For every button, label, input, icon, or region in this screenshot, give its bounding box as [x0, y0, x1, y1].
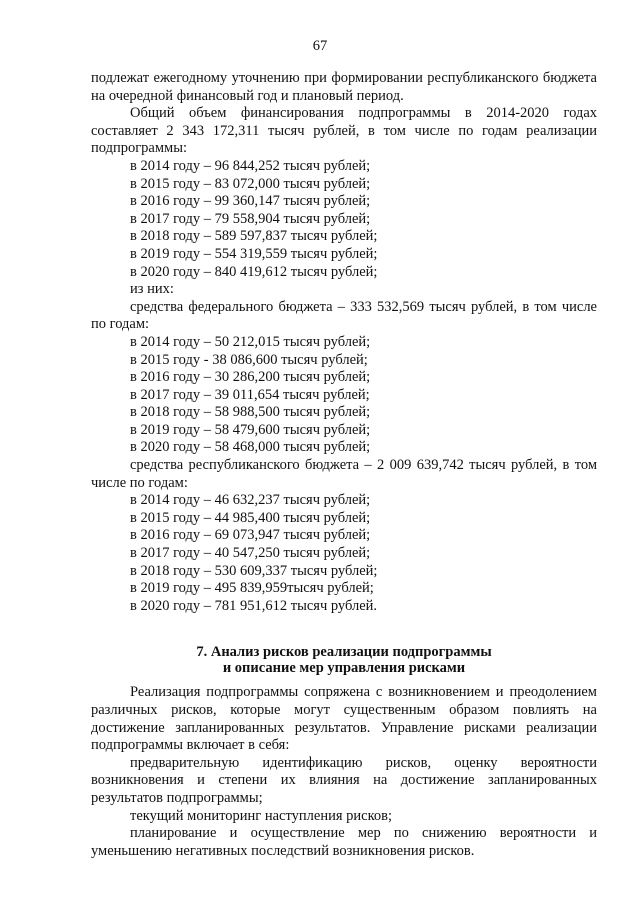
federal-year-2019: в 2019 году – 58 479,600 тысяч рублей; [130, 421, 371, 438]
total-year-2014: в 2014 году – 96 844,252 тысяч рублей; [130, 157, 371, 174]
total-year-2019: в 2019 году – 554 319,559 тысяч рублей; [130, 245, 378, 262]
total-years-list [91, 158, 597, 281]
republic-year-2020: в 2020 году – 781 951,612 тысяч рублей. [130, 597, 378, 614]
total-year-2015: в 2015 году – 83 072,000 тысяч рублей; [130, 175, 371, 192]
document-body [91, 70, 597, 860]
total-year-2017: в 2017 году – 79 558,904 тысяч рублей; [130, 210, 371, 227]
federal-year-2015: в 2015 году - 38 086,600 тысяч рублей; [130, 351, 368, 368]
section-heading-line1: 7. Анализ рисков реализации подпрограммы [196, 644, 492, 661]
of-them-label: из них: [130, 281, 174, 298]
republic-year-2019: в 2019 году – 495 839,959тысяч рублей; [130, 580, 374, 597]
risk-intro-paragraph: Реализация подпрограммы сопряжена с возникновением и преодолением различных рисков, которые могут существенным образом повлиять на достижение запланированных результатов. Управление рисками реализации подпрограммы включает в себя: [91, 684, 597, 754]
federal-budget-paragraph: средства федерального бюджета – 333 532,569 тысяч рублей, в том числе по годам: [91, 298, 597, 333]
intro-tail-paragraph: подлежат ежегодному уточнению при формировании республиканского бюджета на очередной финансовый год и плановый период. [91, 70, 597, 104]
federal-year-2018: в 2018 году – 58 988,500 тысяч рублей; [130, 404, 371, 421]
federal-year-2017: в 2017 году – 39 011,654 тысяч рублей; [130, 386, 370, 403]
federal-year-2016: в 2016 году – 30 286,200 тысяч рублей; [130, 369, 371, 386]
republic-year-2017: в 2017 году – 40 547,250 тысяч рублей; [130, 545, 371, 562]
federal-year-2014: в 2014 году – 50 212,015 тысяч рублей; [130, 333, 371, 350]
risk-identification-paragraph: предварительную идентификацию рисков, оценку вероятности возникновения и степени их влияния на достижение запланированных результатов подпрограммы; [91, 754, 597, 806]
republic-year-2015: в 2015 году – 44 985,400 тысяч рублей; [130, 509, 371, 526]
section-heading-line2: и описание мер управления рисками [222, 660, 466, 677]
republic-year-2014: в 2014 году – 46 632,237 тысяч рублей; [130, 492, 371, 509]
republic-year-2018: в 2018 году – 530 609,337 тысяч рублей; [130, 562, 378, 579]
risk-monitoring-paragraph: текущий мониторинг наступления рисков; [130, 807, 393, 824]
republic-budget-paragraph: средства республиканского бюджета – 2 009 639,742 тысяч рублей, в том числе по годам: [91, 457, 597, 491]
total-year-2020: в 2020 году – 840 419,612 тысяч рублей; [130, 263, 378, 280]
total-year-2018: в 2018 году – 589 597,837 тысяч рублей; [130, 228, 378, 245]
republic-year-2016: в 2016 году – 69 073,947 тысяч рублей; [130, 527, 371, 544]
republic-years-list [91, 492, 597, 615]
federal-year-2020: в 2020 году – 58 468,000 тысяч рублей; [130, 439, 371, 456]
section-heading [91, 644, 597, 676]
page-number: 67 [312, 38, 328, 54]
total-financing-paragraph: Общий объем финансирования подпрограммы в 2014-2020 годах составляет 2 343 172,311 тысяч рублей, в том числе по годам реализации подпрограммы: [91, 105, 597, 157]
total-year-2016: в 2016 году – 99 360,147 тысяч рублей; [130, 193, 371, 210]
federal-years-list [91, 334, 597, 457]
risk-mitigation-paragraph: планирование и осуществление мер по снижению вероятности и уменьшению негативных последствий возникновения рисков. [91, 825, 597, 859]
